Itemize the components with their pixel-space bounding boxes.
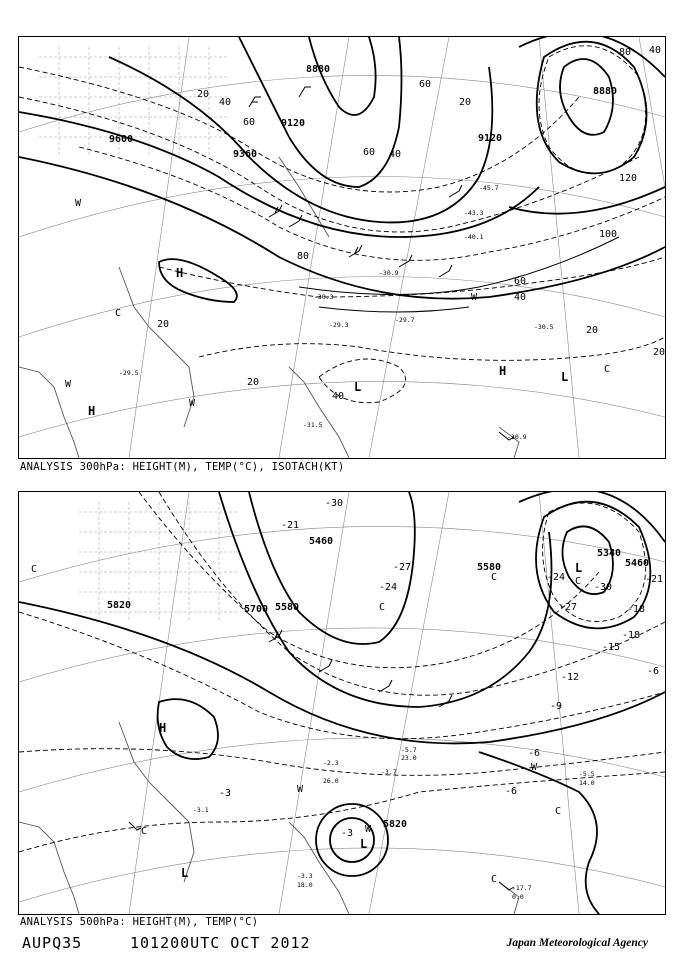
isotherm-label: -27 [559,602,578,613]
pressure-centers [88,266,568,418]
isotach-label: 20 [586,325,599,336]
coastlines [19,722,519,914]
isotherm-label: -3 [219,788,232,799]
isotherm-label: -15 [602,642,621,653]
isotherm-label: -30 [594,582,613,593]
temp-label: -30.9 [507,433,527,441]
isotach-label: 60 [243,117,256,128]
isotherm-label: -9 [550,701,563,712]
cold-marker: C [575,576,582,587]
isotherm-label: -24 [547,572,566,583]
contour-label: 5460 [309,536,334,547]
isotach-label: 60 [363,147,376,158]
warm-marker: W [189,398,196,409]
temp-label: 18.0 [297,881,313,889]
low-pressure-marker: L [561,370,569,384]
analysis-300hpa-map [18,36,666,459]
contour-label: 9600 [109,134,134,145]
panel-500-caption: ANALYSIS 500hPa: HEIGHT(M), TEMP(°C) [20,916,259,928]
graticule [19,492,665,914]
isotach-label: 80 [297,251,310,262]
temp-label: -30.3 [314,293,334,301]
isotherm-label: -3 [341,828,354,839]
contour-label: 5580 [477,562,502,573]
warm-marker: W [297,784,304,795]
isotherm-label: -18 [622,630,641,641]
temp-label: -31.5 [303,421,323,429]
temp-label: -29.5 [119,369,139,377]
contour-label: 5820 [383,819,408,830]
temp-label: 26.0 [323,777,339,785]
analysis-500hpa-map [18,491,666,915]
contour-label: 5580 [275,602,300,613]
contour-label: 5700 [244,604,269,615]
panel-300-caption: ANALYSIS 300hPa: HEIGHT(M), TEMP(°C), ISOTACH(KT) [20,461,345,473]
map-300hpa-canvas [19,37,665,458]
cold-marker: C [555,806,562,817]
wind-barbs [249,87,514,440]
isotach-label: 40 [332,391,345,402]
wind-markers [31,564,581,885]
temp-label: -3.1 [193,806,209,814]
cold-marker: C [31,564,38,575]
temp-label: -17.7 [512,884,532,892]
isotach-label: 100 [599,229,618,240]
temp-label: 0.0 [512,893,524,901]
low-pressure-marker: L [354,380,362,394]
temp-label: -5.7 [401,746,417,754]
agency-name: Japan Meteorological Agency [506,937,648,949]
temp-label: -3.3 [297,872,313,880]
isotach-label: 60 [514,276,527,287]
isotherm-label: -27 [393,562,412,573]
cold-marker: C [141,826,148,837]
temp-label: 14.0 [579,779,595,787]
height-contours [19,492,665,914]
isotherm-label: -30 [325,498,344,509]
map-500hpa-canvas [19,492,665,914]
isotach-label: 60 [419,79,432,90]
isotach-label: 40 [389,149,402,160]
isotherm-label: -6 [528,748,541,759]
cold-marker: C [115,308,122,319]
low-pressure-marker: L [575,561,583,575]
isotach-labels [157,45,665,402]
cold-marker: C [491,572,498,583]
warm-marker: W [75,198,82,209]
hatched-region [79,502,239,622]
contour-label: 9360 [233,149,258,160]
contour-label: 8880 [306,64,331,75]
isotach-label: 20 [459,97,472,108]
isotach-label: 120 [619,173,638,184]
high-pressure-marker: H [88,404,96,418]
temp-label: -2.3 [323,759,339,767]
temp-label: 23.0 [401,754,417,762]
contour-label: 5820 [107,600,132,611]
isotherm-label: -24 [379,582,398,593]
temp-label: -3.7 [381,768,397,776]
isotach-label: 40 [649,45,662,56]
high-pressure-marker: H [499,364,507,378]
cold-marker: C [604,364,611,375]
temp-label: -5.5 [579,770,595,778]
isotherm-label: -21 [645,574,664,585]
contour-label: 9120 [281,118,306,129]
contour-label: 8880 [593,86,618,97]
warm-marker: W [471,292,478,303]
isotherm-label: -18 [627,604,646,615]
low-pressure-marker: L [360,837,368,851]
isotach-label: 40 [219,97,232,108]
temp-label: -29.7 [395,316,415,324]
temp-label: -45.7 [479,184,499,192]
isotherm-label: -6 [505,786,518,797]
isotach-label: 40 [514,292,527,303]
isotherm-label: -21 [281,520,300,531]
high-pressure-marker: H [159,721,167,735]
cold-marker: C [379,602,386,613]
temp-labels [119,184,554,441]
isotach-label: 80 [619,47,632,58]
analysis-time: 101200UTC OCT 2012 [130,934,311,952]
isotach-lines [299,237,619,312]
isotherm-label: -12 [561,672,580,683]
temp-label: -30.5 [534,323,554,331]
chart-code: AUPQ35 [22,934,83,952]
warm-marker: W [531,762,538,773]
low-pressure-marker: L [181,866,189,880]
isotach-label: 20 [197,89,210,100]
contour-label: 5340 [597,548,622,559]
high-pressure-marker: H [176,266,184,280]
isotach-label: 20 [157,319,170,330]
isotherm-label: -6 [647,666,660,677]
isotach-label: 20 [247,377,260,388]
contour-label: 9120 [478,133,503,144]
temp-label: -43.3 [464,209,484,217]
temp-label: -30.9 [379,269,399,277]
warm-marker: W [365,824,372,835]
contour-label: 5460 [625,558,650,569]
warm-marker: W [65,379,72,390]
isotach-label: 20 [653,347,665,358]
cold-marker: C [491,874,498,885]
isotherms [19,46,665,403]
temp-label: -29.3 [329,321,349,329]
temp-label: -40.1 [464,233,484,241]
